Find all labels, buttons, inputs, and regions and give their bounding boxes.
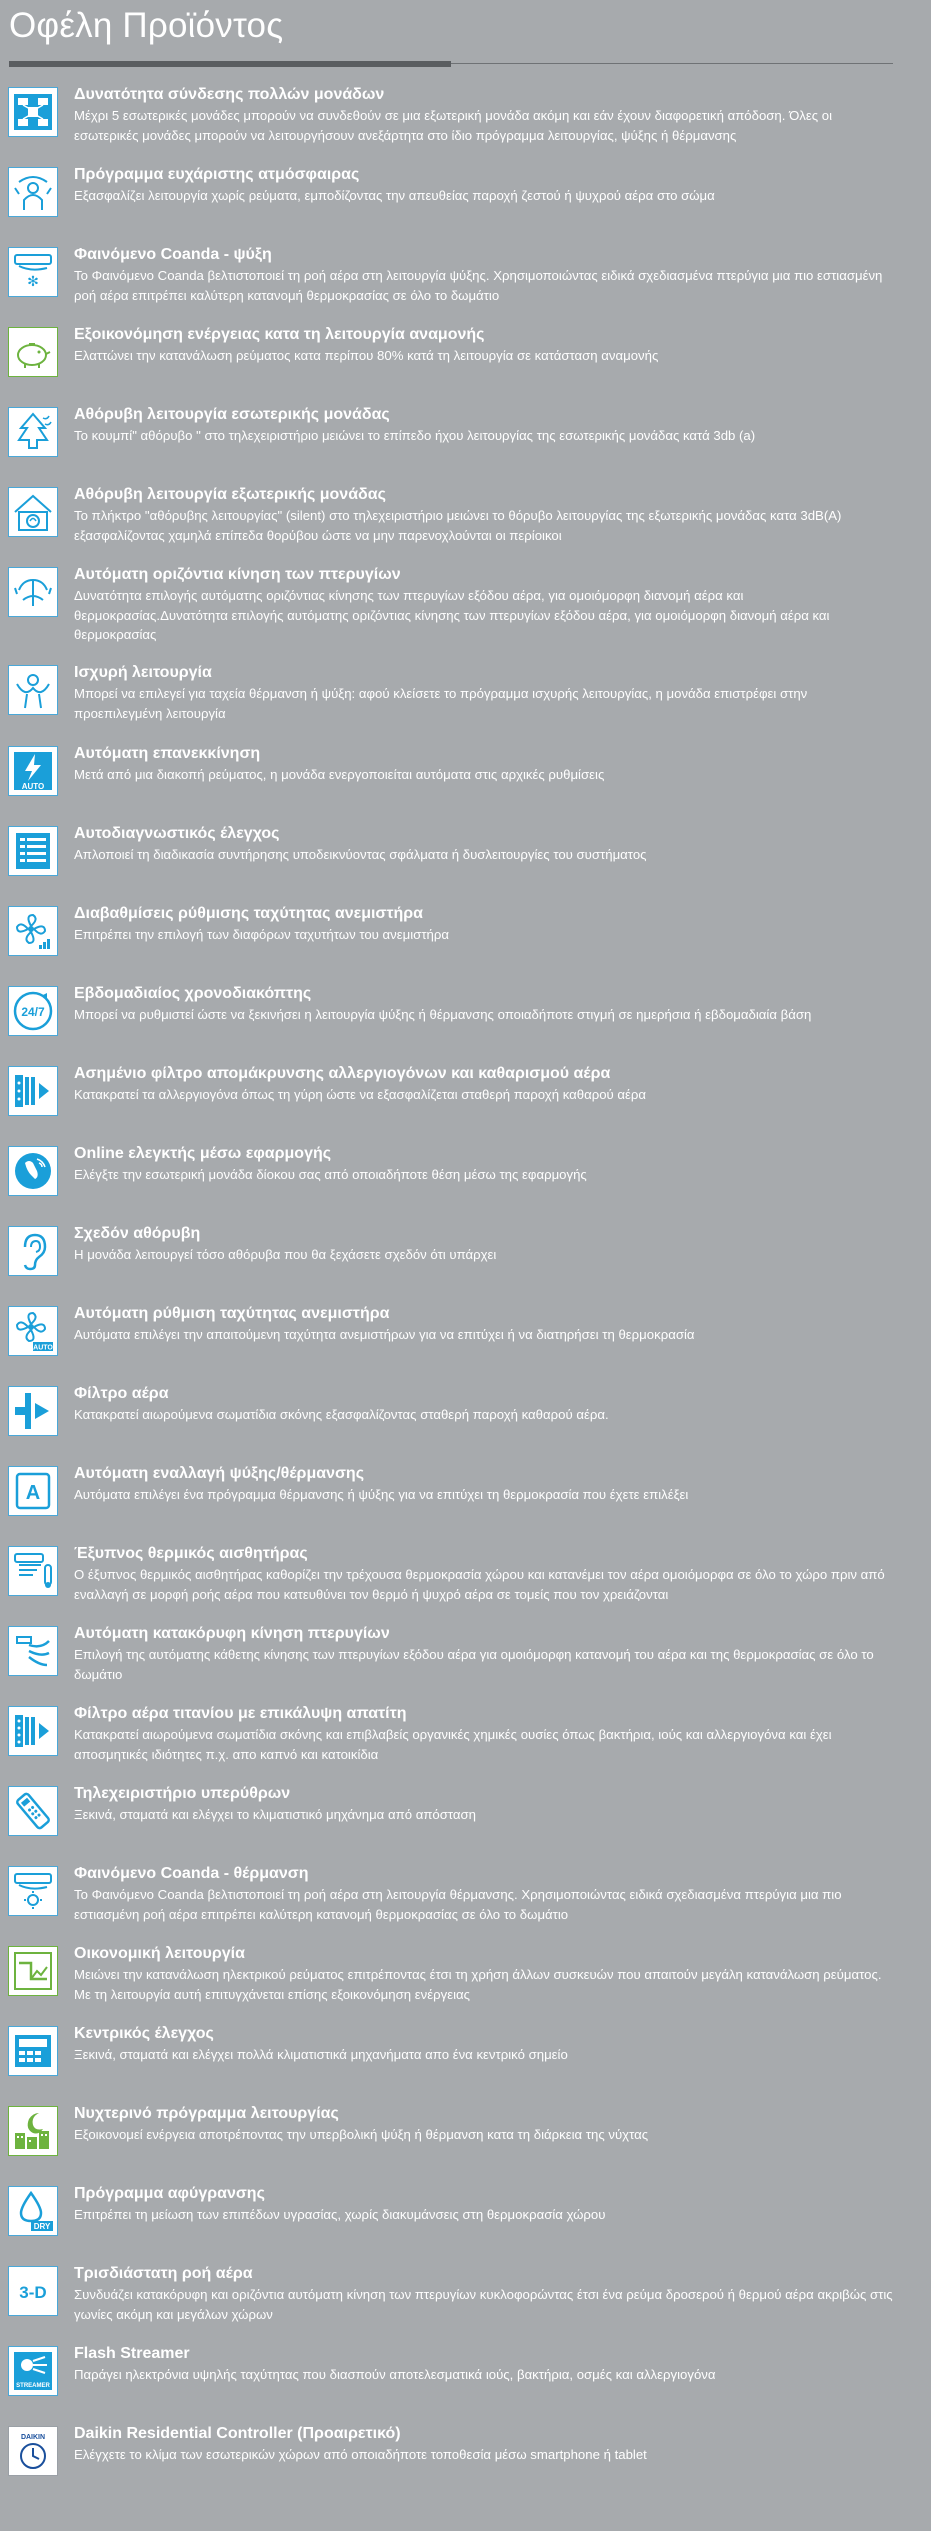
air-filter-icon — [8, 1386, 58, 1436]
feature-description: Κατακρατεί αιωρούμενα σωματίδια σκόνης και επιβλαβείς οργανικές χημικές ουσίες όπως βακτήρια, ιούς και αλλεργιογόνα και έχει αποσμητικές ιδιότητες π.χ. απο καπνό και κατοικίδια — [74, 1727, 832, 1762]
feature-title: Έξυπνος θερμικός αισθητήρας — [74, 1545, 308, 1562]
dry-label: DRY — [33, 2222, 51, 2231]
piggy-bank-icon — [8, 327, 58, 377]
feature-title: Daikin Residential Controller (Προαιρετικό) — [74, 2425, 401, 2442]
feature-title: Αθόρυβη λειτουργία εσωτερικής μονάδας — [74, 406, 390, 423]
auto-fan-icon — [8, 1306, 58, 1356]
3d-airflow-icon — [8, 2266, 58, 2316]
fan-speed-steps-icon — [8, 906, 58, 956]
feature-title: Νυχτερινό πρόγραμμα λειτουργίας — [74, 2105, 339, 2122]
feature-description: Το κουμπί" αθόρυβο " στο τηλεχειριστήριο μειώνει το επίπεδο ήχου λειτουργίας της εσωτερικής μονάδας κατά 3db (a) — [74, 428, 756, 443]
feature-description: Το Φαινόμενο Coanda βελτιστοποιεί τη ροή αέρα στη λειτουργία ψύξης. Χρησιμοποιώντας ειδικά σχεδιασμένα πτερύγια μια πιο εστιασμένη ροή αέρα επιτρέπει καλύτερη κατανομή θερμοκρασίας σε όλο το δωμάτιο — [74, 268, 883, 303]
svg-text:✻: ✻ — [27, 274, 39, 290]
title-divider-accent — [9, 61, 451, 67]
feature-title: Κεντρικός έλεγχος — [74, 2025, 214, 2042]
coanda-cooling-icon — [8, 247, 58, 297]
vertical-swing-icon — [8, 1626, 58, 1676]
auto-restart-icon — [8, 746, 58, 796]
feature-description: Δυνατότητα επιλογής αυτόματης οριζόντιας κίνησης των πτερυγίων εξόδου αέρα, για ομοιόμορφη διανομή αέρα και θερμοκρασίας.Δυνατότητα επιλογής αυτόματης οριζόντιας κίνησης των πτερυγίων εξόδου αέρα, για ομοιόμορφη διανομή αέρα και θερμοκρασίας — [74, 588, 830, 642]
central-control-icon — [8, 2026, 58, 2076]
auto-changeover-icon — [8, 1466, 58, 1516]
feature-title: Ισχυρή λειτουργία — [74, 664, 212, 681]
feature-description: Επιλογή της αυτόματης κάθετης κίνησης των πτερυγίων εξόδου αέρα για ομοιόμορφη κατανομή του αέρα και της θερμοκρασίας σε όλο το δωμάτιο — [74, 1647, 874, 1682]
feature-description: Ελαττώνει την κατανάλωση ρεύματος κατα περίπου 80% κατά τη λειτουργία σε κατάσταση αναμονής — [74, 348, 659, 363]
feature-description: Εξοικονομεί ενέργεια αποτρέποντας την υπερβολική ψύξη ή θέρμανση κατα τη διάρκεια της νύχτας — [74, 2127, 649, 2142]
feature-description: Ξεκινά, σταματά και ελέγχει πολλά κλιματιστικά μηχανήματα απο ένα κεντρικό σημείο — [74, 2047, 568, 2062]
feature-title: Φίλτρο αέρα — [74, 1385, 169, 1402]
infrared-remote-icon — [8, 1786, 58, 1836]
coanda-heating-icon — [8, 1866, 58, 1916]
feature-description: Ελέγξτε την εσωτερική μονάδα δίοκου σας από οποιαδήποτε θέση μέσω της εφαρμογής — [74, 1167, 587, 1182]
flash-streamer-icon — [8, 2346, 58, 2396]
night-mode-icon — [8, 2106, 58, 2156]
econo-mode-icon — [8, 1946, 58, 1996]
feature-title: Αυτόματη οριζόντια κίνηση των πτερυγίων — [74, 566, 401, 583]
feature-description: Επιτρέπει τη μείωση των επιπέδων υγρασίας, χωρίς διακυμάνσεις στη θερμοκρασία χώρου — [74, 2207, 606, 2222]
feature-description: Μέχρι 5 εσωτερικές μονάδες μπορούν να συνδεθούν σε μια εξωτερική μονάδα ακόμη και εάν έχουν διαφορετική απόδοση. Όλες οι εσωτερικές μονάδες μπορούν να λειτουργήσουν ανεξάρτητα στο ίδιο πρόγραμμα λειτουργίας, ψύξης ή θέρμανσης — [74, 108, 833, 143]
feature-description: Μπορεί να ρυθμιστεί ώστε να ξεκινήσει η λειτουργία ψύξης ή θέρμανσης οποιαδήποτε στιγμή σε ημερήσια ή εβδομαδιαία βάση — [74, 1007, 812, 1022]
feature-description: Το Φαινόμενο Coanda βελτιστοποιεί τη ροή αέρα στη λειτουργία θέρμανσης. Χρησιμοποιώντας ειδικά σχεδιασμένα πτερύγια μια πιο εστιασμένη ροή αέρα επιτρέπει καλύτερη κατανομή θερμοκρασίας σε όλο το δωμάτιο — [74, 1887, 842, 1922]
weekly-timer-icon — [8, 986, 58, 1036]
feature-title: Πρόγραμμα αφύγρανσης — [74, 2185, 265, 2202]
feature-title: Φαινόμενο Coanda - ψύξη — [74, 246, 272, 263]
feature-description: Συνδυάζει κατακόρυφη και οριζόντια αυτόματη κίνηση των πτερυγίων κυκλοφορώντας έτσι ένα ρεύμα δροσερού ή θερμού αέρα ακριβώς στις γωνίες ακόμη και μεγάλων χώρων — [74, 2287, 893, 2322]
feature-description: Αυτόματα επιλέγει ένα πρόγραμμα θέρμανσης ή ψύξης για να επιτύχει τη θερμοκρασία που έχετε επιλέξει — [74, 1487, 689, 1502]
feature-description: Η μονάδα λειτουργεί τόσο αθόρυβα που θα ξεχάσετε σχεδόν ότι υπάρχει — [74, 1247, 497, 1262]
feature-description: Παράγει ηλεκτρόνια υψηλής ταχύτητας που διασπούν αποτελεσματικά ιούς, βακτήρια, οσμές και αλλεργιογόνα — [74, 2367, 716, 2382]
feature-title: Αυτόματη ρύθμιση ταχύτητας ανεμιστήρα — [74, 1305, 390, 1322]
feature-title: Τηλεχειριστήριο υπερύθρων — [74, 1785, 291, 1802]
feature-description: Ξεκινά, σταματά και ελέγχει το κλιματιστικό μηχάνημα από απόσταση — [74, 1807, 477, 1822]
feature-title: Online ελεγκτής μέσω εφαρμογής — [74, 1145, 332, 1162]
thermal-sensor-icon — [8, 1546, 58, 1596]
auto-label: AUTO — [33, 1344, 53, 1352]
feature-description: Ο έξυπνος θερμικός αισθητήρας καθορίζει την τρέχουσα θερμοκρασία χώρου και κατανέμει τον αέρα ομοιόμορφα σε όλο το χώρο πριν από εναλλαγή σε μορφή ροής αέρα που κατευθύνει τον θερμό ή ψυχρό αέρα σε τομείς που τον χρειάζονται — [74, 1567, 885, 1602]
feature-title: Αυτοδιαγνωστικός έλεγχος — [74, 825, 280, 842]
feature-description: Εξασφαλίζει λειτουργία χωρίς ρεύματα, εμποδίζοντας την απευθείας παροχή ζεστού ή ψυχρού αέρα στο σώμα — [74, 188, 715, 203]
feature-title: Φίλτρο αέρα τιτανίου με επικάλυψη απατίτη — [74, 1705, 407, 1722]
dry-mode-icon — [8, 2186, 58, 2236]
quiet-indoor-icon — [8, 407, 58, 457]
feature-description: Αυτόματα επιλέγει την απαιτούμενη ταχύτητα ανεμιστήρων για να επιτύχει ή να διατηρήσει τη θερμοκρασία — [74, 1327, 695, 1342]
threed-label: 3-D — [19, 2283, 47, 2302]
feature-description: Μετά από μια διακοπή ρεύματος, η μονάδα ενεργοποιείται αυτόματα στις αρχικές ρυθμίσεις — [74, 767, 605, 782]
powerful-icon — [8, 665, 58, 715]
titanium-filter-icon — [8, 1706, 58, 1756]
daikin-controller-icon — [8, 2426, 58, 2476]
feature-description: Επιτρέπει την επιλογή των διαφόρων ταχυτήτων του ανεμιστήρα — [74, 927, 449, 942]
feature-description: Μπορεί να επιλεγεί για ταχεία θέρμανση ή ψύξη: αφού κλείσετε το πρόγραμμα ισχυρής λειτουργίας, η μονάδα επιστρέφει στην προεπιλεγμένη λειτουργία — [74, 686, 808, 721]
feature-title: Αθόρυβη λειτουργία εξωτερικής μονάδας — [74, 486, 386, 503]
feature-description: Κατακρατεί αιωρούμενα σωματίδια σκόνης εξασφαλίζοντας σταθερή παροχή καθαρού αέρα. — [74, 1407, 609, 1422]
feature-title: Διαβαθμίσεις ρύθμισης ταχύτητας ανεμιστήρα — [74, 905, 424, 922]
auto-label: AUTO — [21, 782, 45, 791]
horizontal-swing-icon — [8, 567, 58, 617]
feature-title: Δυνατότητα σύνδεσης πολλών μονάδων — [74, 86, 385, 103]
feature-title: Φαινόμενο Coanda - θέρμανση — [74, 1865, 309, 1882]
silver-filter-icon — [8, 1066, 58, 1116]
feature-title: Flash Streamer — [74, 2345, 190, 2362]
quiet-outdoor-icon — [8, 487, 58, 537]
feature-title: Οικονομική λειτουργία — [74, 1945, 245, 1962]
feature-description: Απλοποιεί τη διαδικασία συντήρησης υποδεικνύοντας σφάλματα ή δυσλειτουργίες του συστήματος — [74, 847, 647, 862]
brand-label: DAIKIN — [20, 2434, 46, 2441]
weekly-label: 24/7 — [21, 1005, 45, 1019]
feature-title: Εβδομαδιαίος χρονοδιακόπτης — [74, 985, 312, 1002]
feature-title: Αυτόματη κατακόρυφη κίνηση πτερυγίων — [74, 1625, 390, 1642]
feature-title: Τρισδιάστατη ροή αέρα — [74, 2265, 253, 2282]
self-diagnosis-icon — [8, 826, 58, 876]
feature-title: Σχεδόν αθόρυβη — [74, 1225, 201, 1242]
feature-description: Το πλήκτρο "αθόρυβης λειτουργίας" (silent) στο τηλεχειριστήριο μειώνει το θόρυβο λειτουργίας της εξωτερικής μονάδας κατα 3dB(A) εξασφαλίζοντας χαμηλά επίπεδα θορύβου ώστε να μην παρενοχλούνται οι περίοικοι — [74, 508, 842, 543]
feature-description: Ελέγχετε το κλίμα των εσωτερικών χώρων από οποιαδήποτε τοποθεσία μέσω smartphone ή tablet — [74, 2447, 647, 2462]
feature-title: Πρόγραμμα ευχάριστης ατμόσφαιρας — [74, 166, 360, 183]
feature-title: Αυτόματη εναλλαγή ψύξης/θέρμανσης — [74, 1465, 365, 1482]
feature-description: Κατακρατεί τα αλλεργιογόνα όπως τη γύρη ώστε να εξασφαλίζεται σταθερή παροχή καθαρού αέρα — [74, 1087, 647, 1102]
feature-title: Εξοικονόμηση ενέργειας κατα τη λειτουργία αναμονής — [74, 326, 485, 343]
multi-unit-icon — [8, 87, 58, 137]
feature-title: Αυτόματη επανεκκίνηση — [74, 745, 261, 762]
ear-icon — [8, 1226, 58, 1276]
comfort-person-icon — [8, 167, 58, 217]
feature-description: Μειώνει την κατανάλωση ηλεκτρικού ρεύματος επιτρέποντας έτσι τη χρήση άλλων συσκευών που απαιτούν μεγάλη κατανάλωση ρεύματος. Με τη λειτουργία αυτή επιτυγχάνεται επίσης εξοικονόμηση ενέργειας — [74, 1967, 882, 2002]
changeover-label: A — [25, 1482, 41, 1504]
feature-title: Ασημένιο φίλτρο απομάκρυνσης αλλεργιογόνων και καθαρισμού αέρα — [74, 1065, 611, 1082]
online-controller-icon — [8, 1146, 58, 1196]
streamer-label: STREAMER — [16, 2383, 50, 2389]
page-title: Οφέλη Προϊόντος — [9, 6, 284, 45]
